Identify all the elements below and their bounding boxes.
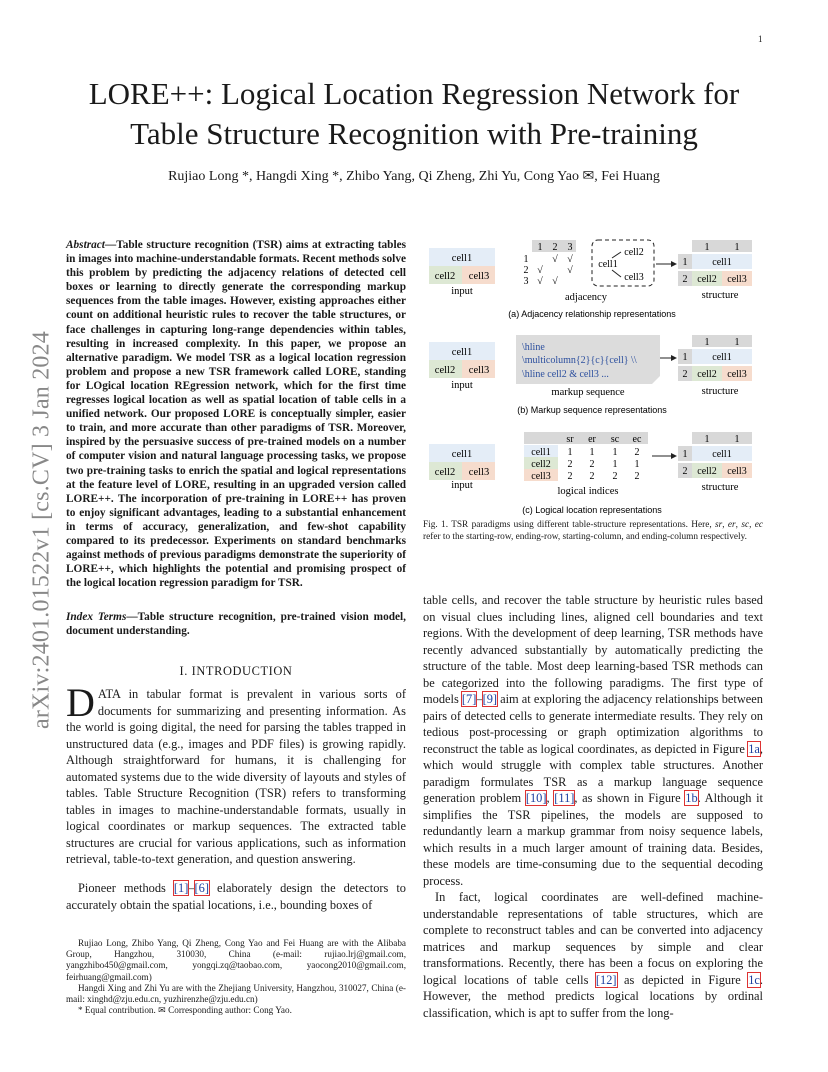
label: 3 — [523, 276, 529, 287]
subcaption-a: (a) Adjacency relationship representations — [508, 309, 676, 319]
label: structure — [701, 290, 739, 301]
index-terms-text: —Table structure recognition, pre-trained vision model, document understanding. — [66, 611, 406, 638]
label: cell3 — [531, 471, 551, 482]
label: 1 — [612, 459, 618, 470]
text-run: – — [188, 881, 195, 895]
math-sc: sc — [741, 520, 750, 530]
label: 1 — [734, 434, 740, 445]
label: er — [588, 434, 596, 445]
label: √ — [537, 265, 543, 276]
citation-link[interactable]: [6] — [194, 881, 209, 895]
arxiv-sidebar-stamp — [22, 300, 62, 760]
text-run: , — [722, 520, 728, 530]
label: cell2 — [531, 459, 551, 470]
label: √ — [567, 265, 573, 276]
subcaption-b: (b) Markup sequence representations — [517, 405, 667, 415]
panel-b — [429, 335, 752, 415]
text-run: , — [735, 520, 742, 530]
label: 1 — [567, 447, 573, 458]
label: cell2 — [434, 467, 456, 478]
label: cell3 — [468, 271, 490, 282]
drop-cap: D — [66, 680, 95, 725]
right-paragraph-1 — [423, 592, 763, 889]
intro-p1-text: ATA in tabular format is prevalent in various sorts of documents for summarizing and presenting information. As the world is going digital, the need for parsing the tables trapped in unstructured data (e.g., images and PDF files) is growing rapidly. Although straightforward for humans, it is challenging for automated systems due to the wide diversity of layouts and styles of tables. Table Structure Recognition (TSR) refers to transforming tables in images to machine-understandable formats, usually in logical coordinates or markup sequences. The extracted table structures are crucial for various applications, such as information retrieval, table-to-text generation, and question answering. — [66, 687, 406, 866]
figure-link[interactable]: 1a — [748, 741, 760, 756]
label: cell3 — [727, 466, 747, 477]
label: cell1 — [712, 257, 732, 268]
label: 1 — [682, 449, 688, 460]
figure-link[interactable]: 1c — [748, 972, 760, 987]
text-run: , — [546, 791, 550, 805]
label: cell1 — [451, 253, 473, 264]
subcaption-c: (c) Logical location representations — [522, 505, 662, 515]
label: structure — [701, 386, 739, 397]
label: sc — [610, 434, 620, 445]
footnote-equal-contribution: * Equal contribution. ✉ Corresponding author: Cong Yao. — [78, 1005, 292, 1016]
label: cell1 — [451, 347, 473, 358]
right-paragraph-2 — [423, 889, 763, 1021]
label: cell3 — [727, 274, 747, 285]
label: √ — [552, 276, 558, 287]
math-ec: ec — [754, 520, 764, 530]
label: cell3 — [468, 365, 490, 376]
text-run: , which would struggle with complex table structures. Another paradigm formulates TSR as a markup language sequence generation problem — [423, 741, 763, 805]
text-run: In fact, logical coordinates are well-defined machine-understandable representations of table structures, which are complete to reconstruct tables and can be converted into adjacency matrices and markup sequences by simple and clear transformations. Recently, there has been a focus on exploring the logical locations of table cells — [423, 890, 763, 987]
label: 1 — [704, 337, 710, 348]
label: input — [451, 286, 473, 297]
label: 1 — [537, 242, 543, 253]
text-run: aim at exploring the adjacency relationships between pairs of detected cells to generate intermediate results. They rely on tedious post-processing or graph optimization algorithms to reconstruct the table as logical coordinates, as depicted in Figure — [423, 692, 763, 756]
label: 2 — [682, 466, 688, 477]
logical-header-bg — [524, 432, 648, 444]
label: 2 — [589, 471, 595, 482]
citation-link[interactable]: [12] — [595, 972, 617, 987]
label: 2 — [523, 265, 529, 276]
label: 1 — [589, 447, 595, 458]
citation-link[interactable]: [10] — [525, 791, 547, 805]
figure-caption — [423, 519, 763, 543]
citation-link[interactable]: [1] — [173, 881, 189, 895]
text-run: . However, the method predicts logical locations by ordinal classification, which is apt to suffer from the long- — [423, 972, 763, 1020]
edge — [612, 270, 621, 277]
label: cell3 — [468, 467, 490, 478]
abstract-label: Abstract — [66, 239, 105, 251]
text-run: , as shown in Figure — [574, 791, 686, 805]
label: cell2 — [697, 466, 717, 477]
title-line-1: LORE++: Logical Location Regression Network for — [88, 76, 740, 111]
label: 2 — [612, 471, 618, 482]
text-run: Pioneer methods — [78, 881, 174, 895]
label: 1 — [704, 242, 710, 253]
label: 2 — [567, 459, 573, 470]
label: cell1 — [712, 352, 732, 363]
label: cell1 — [598, 259, 618, 270]
label: √ — [552, 254, 558, 265]
edge — [612, 252, 621, 258]
structure-header-bg — [692, 335, 752, 347]
citation-link[interactable]: [9] — [482, 692, 498, 706]
label: 1 — [682, 257, 688, 268]
label: 3 — [567, 242, 573, 253]
label: cell2 — [624, 247, 644, 258]
footnotes — [66, 938, 406, 1016]
text-run: elaborately design the detectors to accurately obtain the spatial locations, i.e., bounding boxes of — [66, 881, 406, 912]
label: 1 — [523, 254, 529, 265]
text-run: table cells, and recover the table structure by heuristic rules based on visual clues including lines, aligned cell boundaries and text regions. With the development of deep learning, TSR methods have recently advanced substantially by automatically predicting the structure of the table. Most deep learning-based TSR methods can be categorized into the following paradigms. The first type of models — [423, 593, 763, 706]
label: cell2 — [697, 369, 717, 380]
label: 1 — [612, 447, 618, 458]
label: \multicolumn{2}{c}{cell} \\ — [522, 355, 637, 366]
section-heading: I. INTRODUCTION — [179, 664, 293, 678]
right-column-text — [423, 592, 763, 1021]
label: 2 — [567, 471, 573, 482]
math-sr: sr — [714, 520, 723, 530]
structure-header-bg — [692, 240, 752, 252]
paper-title — [40, 74, 788, 154]
abstract — [66, 238, 406, 590]
text-run: Fig. 1. TSR paradigms using different table-structure representations. Here, — [423, 520, 715, 530]
label: cell1 — [451, 449, 473, 460]
label: cell3 — [624, 272, 644, 283]
label: 2 — [634, 471, 640, 482]
label: 1 — [634, 459, 640, 470]
label: 1 — [734, 242, 740, 253]
label: 2 — [589, 459, 595, 470]
label: cell1 — [712, 449, 732, 460]
label: 1 — [682, 352, 688, 363]
footnote-affiliation-2: Hangdi Xing and Zhi Yu are with the Zhejiang University, Hangzhou, 310027, China (e-mail: xinghd@zju.edu.cn, yuzhirenzhe@zju.edu.cn) — [66, 982, 406, 1005]
label: 2 — [682, 274, 688, 285]
label: 2 — [634, 447, 640, 458]
abstract-text: —Table structure recognition (TSR) aims at extracting tables in images into machine-understandable formats. Recent methods solve this problem by predicting the adjacency relations of detected cell boxes or learning to directly generate the corresponding markup sequences from the table images. However, existing approaches either count on additional heuristic rules to recover the table structures, or face challenges in capturing long-range dependencies within tables, resulting in increased complexity. In this paper, we propose an alternative paradigm. We model TSR as a logical location regression problem and propose a new TSR framework called LORE, standing for LOgical location REgression network, which for the first time regresses logical location as well as spatial location of table cells in a unified network. Our proposed LORE is conceptually simpler, easier to train, and more accurate than other paradigms of TSR. Moreover, inspired by the persuasive success of pre-trained models on a number of computer vision and natural language processing tasks, we propose two pre-training tasks to enrich the spatial and logical representations at the feature level of LORE, resulting in an upgraded version called LORE++. The incorporation of pre-training in LORE++ has proven to enjoy significant advantages, leading to a substantial enhancement in terms of accuracy, generalization, and few-shot capability compared to its predecessor. Experiments on standard benchmarks against methods of previous paradigms demonstrate the superiority of LORE++, which highlights the potential and promising prospect of the logical location regression paradigm for TSR. — [66, 239, 406, 590]
label: √ — [537, 276, 543, 287]
label: 2 — [682, 369, 688, 380]
index-terms — [66, 610, 406, 638]
figure-link[interactable]: 1b — [685, 791, 698, 805]
label: cell2 — [434, 271, 456, 282]
text-run: , — [749, 520, 755, 530]
label: cell3 — [727, 369, 747, 380]
title-line-2: Table Structure Recognition with Pre-training — [130, 116, 698, 151]
intro-paragraph-2 — [66, 880, 406, 913]
page-number: 1 — [758, 34, 763, 44]
label: 1 — [734, 337, 740, 348]
label: cell2 — [434, 365, 456, 376]
text-run: refer to the starting-row, ending-row, starting-column, and ending-column respectively. — [423, 532, 747, 542]
label: structure — [701, 482, 739, 493]
label: cell2 — [697, 274, 717, 285]
label: input — [451, 380, 473, 391]
label: 2 — [552, 242, 558, 253]
label: markup sequence — [551, 387, 625, 398]
label: sr — [566, 434, 574, 445]
label: √ — [567, 254, 573, 265]
intro-paragraph-1 — [66, 680, 406, 868]
footnote-affiliation-1: Rujiao Long, Zhibo Yang, Qi Zheng, Cong Yao and Fei Huang are with the Alibaba Group, Hangzhou, 310030, China (e-mail: rujiao.lrj@gmail.com, yangzhibo450@gmail.com, yongqi.zq@taobao.com, yaocong2010@gmail.com, feirhuang@gmail.com) — [66, 938, 406, 982]
label: ec — [632, 434, 642, 445]
label: adjacency — [565, 292, 607, 303]
author-list: Rujiao Long *, Hangdi Xing *, Zhibo Yang, Qi Zheng, Zhi Yu, Cong Yao ✉, Fei Huang — [168, 169, 660, 184]
index-terms-label: Index Terms — [66, 611, 127, 623]
label: cell1 — [531, 447, 551, 458]
structure-header-bg — [692, 432, 752, 444]
panel-c — [429, 432, 752, 515]
text-run: . Although it simplifies the TSR pipelines, the models are supposed to redundantly learn a markup grammar from noisy sequence labels, which results in a much larger amount of training data. Besides, these models are time-consuming due to the sequential decoding process. — [423, 791, 763, 888]
text-run: – — [476, 692, 483, 706]
citation-link[interactable]: [11] — [554, 791, 575, 805]
label: \hline cell2 & cell3 ... — [522, 369, 609, 380]
label: 1 — [704, 434, 710, 445]
text-run: as depicted in Figure — [616, 972, 749, 987]
label: \hline — [522, 342, 545, 353]
label: input — [451, 480, 473, 491]
panel-a — [429, 240, 752, 319]
citation-link[interactable]: [7] — [461, 692, 477, 706]
figure-1 — [420, 232, 770, 522]
math-er: er — [727, 520, 736, 530]
label: logical indices — [557, 486, 619, 497]
arxiv-id: arXiv:2401.01522v1 [cs.CV] 3 Jan 2024 — [28, 330, 55, 730]
